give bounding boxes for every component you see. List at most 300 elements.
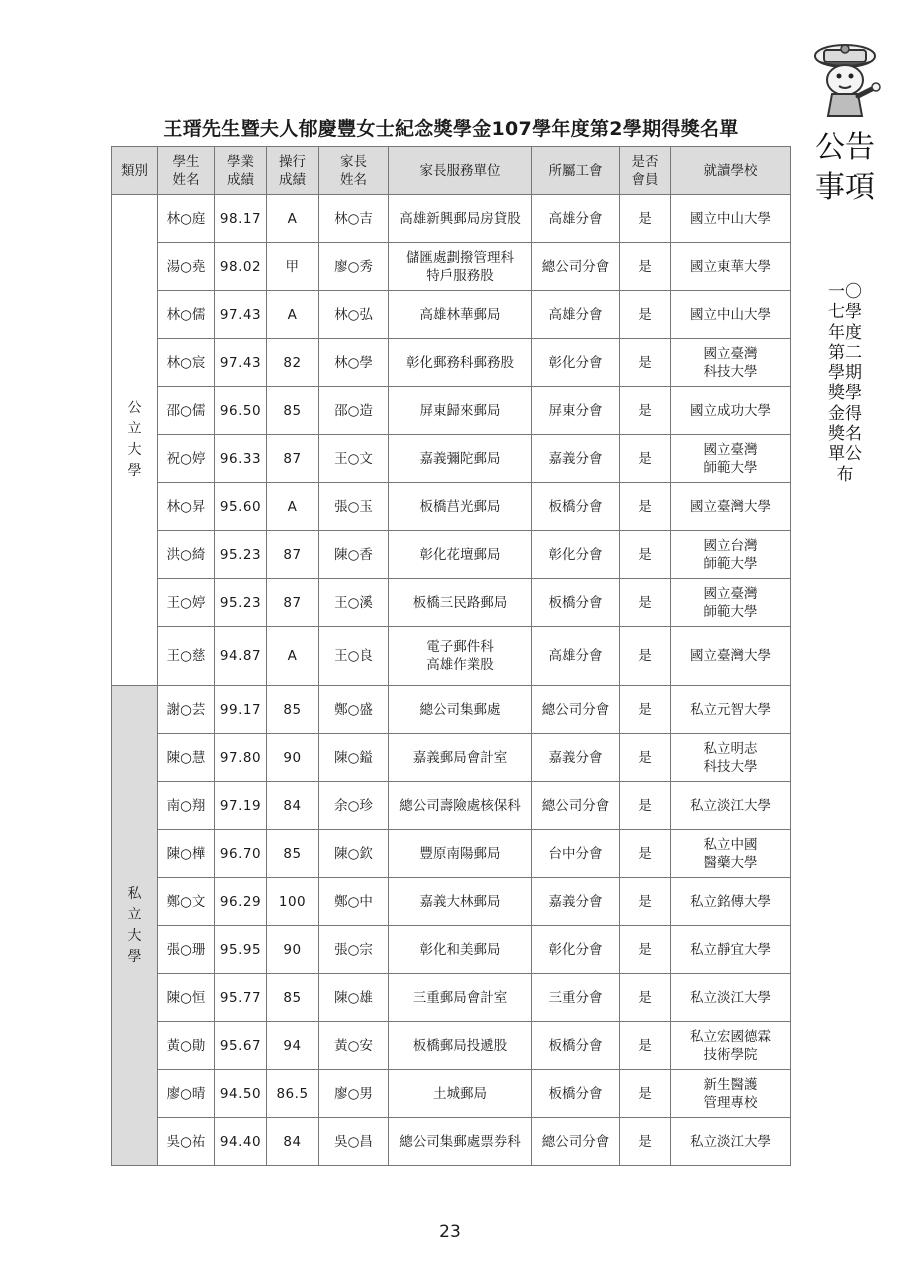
parent-cell (319, 483, 389, 531)
school-value: 國立臺灣 師範大學 (703, 585, 758, 620)
member-cell (620, 1022, 671, 1070)
table-row (112, 531, 791, 579)
parent-value: 林○弘 (334, 306, 373, 323)
category-label: 公 立 大 學 (127, 400, 142, 479)
unit-value: 總公司集郵處 (419, 701, 501, 718)
student-cell (158, 926, 215, 974)
parent-value: 林○吉 (334, 210, 373, 227)
school-cell (671, 830, 791, 878)
parent-cell (319, 878, 389, 926)
table-row (112, 1118, 791, 1166)
unit-cell (389, 830, 532, 878)
grade-value: 97.19 (219, 797, 262, 814)
branch-cell (532, 243, 620, 291)
member-cell (620, 734, 671, 782)
table-row (112, 926, 791, 974)
unit-cell (389, 734, 532, 782)
student-cell (158, 483, 215, 531)
unit-cell (389, 926, 532, 974)
conduct-cell (267, 686, 319, 734)
school-value: 私立宏國德霖 技術學院 (690, 1028, 771, 1063)
member-value: 是 (638, 258, 652, 275)
unit-cell (389, 435, 532, 483)
branch-cell (532, 878, 620, 926)
grade-cell (215, 1118, 267, 1166)
parent-value: 林○學 (334, 354, 373, 371)
conduct-value: 90 (283, 749, 302, 766)
parent-cell (319, 627, 389, 686)
student-cell (158, 435, 215, 483)
header-unit: 家長服務單位 (389, 147, 532, 195)
grade-cell (215, 1070, 267, 1118)
unit-cell (389, 243, 532, 291)
parent-value: 余○珍 (334, 797, 373, 814)
grade-value: 95.77 (219, 989, 262, 1006)
parent-cell (319, 734, 389, 782)
member-cell (620, 782, 671, 830)
grade-value: 96.29 (219, 893, 262, 910)
branch-value: 嘉義分會 (548, 749, 603, 766)
unit-cell (389, 1070, 532, 1118)
branch-cell (532, 435, 620, 483)
conduct-cell (267, 734, 319, 782)
school-value: 國立臺灣 師範大學 (703, 441, 758, 476)
conduct-value: 85 (283, 402, 302, 419)
parent-value: 王○文 (334, 450, 373, 467)
grade-cell (215, 339, 267, 387)
member-value: 是 (638, 498, 652, 515)
member-value: 是 (638, 450, 652, 467)
student-value: 王○婷 (166, 594, 206, 611)
grade-cell (215, 291, 267, 339)
conduct-value: 82 (283, 354, 302, 371)
branch-cell (532, 734, 620, 782)
parent-cell (319, 243, 389, 291)
member-cell (620, 627, 671, 686)
table-row (112, 339, 791, 387)
unit-value: 高雄林華郵局 (419, 306, 501, 323)
unit-value: 高雄新興郵局房貸股 (399, 210, 521, 227)
conduct-cell (267, 435, 319, 483)
member-value: 是 (638, 354, 652, 371)
member-cell (620, 435, 671, 483)
header-branch: 所屬工會 (532, 147, 620, 195)
unit-cell (389, 878, 532, 926)
conduct-value: 87 (283, 546, 302, 563)
branch-value: 總公司分會 (541, 258, 610, 275)
grade-value: 95.60 (219, 498, 262, 515)
police-mascot-icon (800, 30, 890, 120)
member-value: 是 (638, 797, 652, 814)
branch-cell (532, 830, 620, 878)
conduct-value: 87 (283, 450, 302, 467)
school-cell (671, 686, 791, 734)
student-cell (158, 782, 215, 830)
parent-value: 張○宗 (334, 941, 373, 958)
branch-cell (532, 926, 620, 974)
table-row (112, 878, 791, 926)
conduct-cell (267, 1022, 319, 1070)
parent-cell (319, 974, 389, 1022)
member-cell (620, 483, 671, 531)
branch-value: 三重分會 (548, 989, 603, 1006)
member-value: 是 (638, 546, 652, 563)
branch-value: 台中分會 (548, 845, 603, 862)
table-row (112, 195, 791, 243)
school-cell (671, 435, 791, 483)
grade-value: 98.17 (219, 210, 262, 227)
parent-cell (319, 1118, 389, 1166)
grade-cell (215, 627, 267, 686)
unit-cell (389, 339, 532, 387)
conduct-cell (267, 782, 319, 830)
member-value: 是 (638, 749, 652, 766)
grade-cell (215, 435, 267, 483)
branch-value: 板橋分會 (548, 1037, 603, 1054)
grade-cell (215, 387, 267, 435)
member-cell (620, 339, 671, 387)
side-subtitle: 一〇七學年度第二學期獎學金得獎名單公布 (828, 282, 862, 485)
conduct-cell (267, 387, 319, 435)
branch-cell (532, 1070, 620, 1118)
student-cell (158, 1022, 215, 1070)
member-value: 是 (638, 1133, 652, 1150)
branch-cell (532, 195, 620, 243)
unit-value: 板橋莒光郵局 (419, 498, 501, 515)
parent-value: 陳○雄 (334, 989, 373, 1006)
branch-value: 板橋分會 (548, 1085, 603, 1102)
member-value: 是 (638, 701, 652, 718)
school-cell (671, 878, 791, 926)
student-cell (158, 291, 215, 339)
parent-cell (319, 579, 389, 627)
student-cell (158, 579, 215, 627)
grade-value: 99.17 (219, 701, 262, 718)
branch-value: 總公司分會 (541, 797, 610, 814)
member-cell (620, 1118, 671, 1166)
parent-cell (319, 686, 389, 734)
conduct-cell (267, 579, 319, 627)
student-cell (158, 627, 215, 686)
school-cell (671, 483, 791, 531)
student-cell (158, 339, 215, 387)
member-cell (620, 243, 671, 291)
table-row (112, 1070, 791, 1118)
member-cell (620, 1070, 671, 1118)
unit-cell (389, 387, 532, 435)
grade-cell (215, 483, 267, 531)
student-cell (158, 878, 215, 926)
conduct-cell (267, 926, 319, 974)
school-cell (671, 243, 791, 291)
grade-cell (215, 1022, 267, 1070)
conduct-value: 87 (283, 594, 302, 611)
header-student (158, 147, 215, 195)
table-row (112, 627, 791, 686)
member-cell (620, 531, 671, 579)
branch-cell (532, 579, 620, 627)
unit-value: 嘉義彌陀郵局 (419, 450, 501, 467)
header-student-label: 學生 姓名 (172, 153, 200, 188)
document-title: 王瑨先生暨夫人郁慶豐女士紀念獎學金107學年度第2學期得獎名單 (163, 118, 739, 140)
grade-value: 96.70 (219, 845, 262, 862)
member-cell (620, 387, 671, 435)
branch-cell (532, 387, 620, 435)
school-cell (671, 531, 791, 579)
unit-value: 總公司壽險處核保科 (399, 797, 521, 814)
school-value: 私立淡江大學 (690, 1133, 771, 1150)
branch-cell (532, 531, 620, 579)
student-value: 吳○祐 (166, 1133, 206, 1150)
parent-value: 廖○男 (334, 1085, 373, 1102)
conduct-value: A (287, 210, 298, 227)
conduct-cell (267, 627, 319, 686)
member-cell (620, 830, 671, 878)
member-value: 是 (638, 594, 652, 611)
unit-cell (389, 627, 532, 686)
school-value: 國立臺灣大學 (690, 648, 771, 664)
member-value: 是 (638, 210, 652, 227)
student-value: 鄭○文 (166, 893, 206, 910)
member-cell (620, 291, 671, 339)
student-value: 祝○婷 (166, 450, 206, 467)
school-value: 私立靜宜大學 (690, 941, 771, 958)
unit-value: 電子郵件科 高雄作業股 (426, 639, 494, 673)
grade-cell (215, 830, 267, 878)
branch-cell (532, 483, 620, 531)
grade-cell (215, 195, 267, 243)
branch-cell (532, 782, 620, 830)
header-conduct (267, 147, 319, 195)
grade-value: 95.95 (219, 941, 262, 958)
parent-value: 邵○造 (334, 402, 373, 419)
branch-cell (532, 974, 620, 1022)
branch-value: 高雄分會 (548, 210, 603, 227)
parent-value: 陳○香 (334, 546, 373, 563)
table-row (112, 435, 791, 483)
parent-cell (319, 1022, 389, 1070)
grade-value: 94.50 (219, 1085, 262, 1102)
header-member-label: 是否 會員 (631, 153, 659, 188)
conduct-cell (267, 1070, 319, 1118)
grade-cell (215, 926, 267, 974)
school-cell (671, 926, 791, 974)
student-cell (158, 974, 215, 1022)
school-cell (671, 1070, 791, 1118)
school-value: 私立中國 醫藥大學 (703, 836, 758, 871)
school-value: 國立東華大學 (690, 258, 771, 275)
branch-cell (532, 339, 620, 387)
table-row (112, 782, 791, 830)
student-cell (158, 1118, 215, 1166)
student-value: 謝○芸 (166, 701, 206, 718)
grade-cell (215, 686, 267, 734)
grade-value: 97.43 (219, 354, 262, 371)
branch-value: 高雄分會 (548, 306, 603, 323)
school-value: 私立淡江大學 (690, 989, 771, 1006)
student-cell (158, 830, 215, 878)
unit-cell (389, 531, 532, 579)
parent-cell (319, 291, 389, 339)
conduct-value: 90 (283, 941, 302, 958)
school-value: 新生醫護 管理專校 (703, 1076, 758, 1111)
conduct-cell (267, 243, 319, 291)
header-grade (215, 147, 267, 195)
student-value: 張○珊 (166, 941, 206, 958)
school-value: 國立中山大學 (690, 210, 771, 227)
header-school: 就讀學校 (671, 147, 791, 195)
parent-cell (319, 339, 389, 387)
parent-value: 黃○安 (334, 1037, 373, 1054)
page-number: 23 (439, 1222, 461, 1242)
member-value: 是 (638, 941, 652, 958)
parent-cell (319, 926, 389, 974)
category-cell (112, 195, 158, 686)
awards-table (111, 146, 791, 1166)
conduct-value: 100 (278, 893, 307, 910)
unit-value: 嘉義大林郵局 (419, 893, 501, 910)
conduct-value: 85 (283, 989, 302, 1006)
parent-cell (319, 387, 389, 435)
conduct-cell (267, 339, 319, 387)
header-parent (319, 147, 389, 195)
branch-value: 彰化分會 (548, 354, 603, 371)
side-title: 公告事項 (815, 130, 875, 205)
branch-cell (532, 627, 620, 686)
member-value: 是 (638, 893, 652, 910)
conduct-cell (267, 195, 319, 243)
branch-value: 屏東分會 (548, 402, 603, 419)
grade-value: 95.67 (219, 1037, 262, 1054)
branch-value: 嘉義分會 (548, 893, 603, 910)
student-value: 林○昇 (166, 498, 206, 515)
unit-value: 板橋郵局投遞股 (412, 1037, 508, 1054)
student-cell (158, 195, 215, 243)
grade-cell (215, 579, 267, 627)
branch-value: 總公司分會 (541, 701, 610, 718)
unit-value: 板橋三民路郵局 (412, 594, 508, 611)
conduct-cell (267, 830, 319, 878)
parent-cell (319, 782, 389, 830)
header-category: 類別 (112, 147, 158, 195)
school-value: 私立銘傳大學 (690, 893, 771, 910)
school-cell (671, 1118, 791, 1166)
student-value: 林○儒 (166, 306, 206, 323)
school-value: 國立成功大學 (690, 402, 771, 419)
branch-value: 彰化分會 (548, 546, 603, 563)
unit-cell (389, 291, 532, 339)
member-cell (620, 974, 671, 1022)
private-university-group (112, 686, 791, 1166)
conduct-cell (267, 483, 319, 531)
student-cell (158, 531, 215, 579)
member-cell (620, 926, 671, 974)
grade-value: 98.02 (219, 258, 262, 275)
student-value: 陳○慧 (166, 749, 206, 766)
school-cell (671, 1022, 791, 1070)
table-row (112, 483, 791, 531)
table-row (112, 579, 791, 627)
conduct-value: A (287, 306, 298, 323)
parent-value: 王○溪 (334, 594, 373, 611)
unit-value: 彰化郵務科郵務股 (406, 354, 514, 371)
student-value: 湯○堯 (166, 258, 206, 275)
grade-cell (215, 734, 267, 782)
conduct-value: A (287, 648, 298, 664)
parent-value: 鄭○盛 (334, 701, 373, 718)
unit-value: 彰化和美郵局 (419, 941, 501, 958)
grade-value: 94.87 (219, 648, 262, 664)
parent-cell (319, 830, 389, 878)
member-cell (620, 686, 671, 734)
category-label: 私 立 大 學 (127, 885, 142, 965)
student-cell (158, 686, 215, 734)
member-cell (620, 579, 671, 627)
grade-value: 96.50 (219, 402, 262, 419)
grade-value: 95.23 (219, 546, 262, 563)
grade-value: 94.40 (219, 1133, 262, 1150)
unit-value: 三重郵局會計室 (412, 989, 508, 1006)
unit-cell (389, 686, 532, 734)
branch-cell (532, 686, 620, 734)
unit-value: 彰化花壇郵局 (419, 546, 501, 563)
student-value: 陳○樺 (166, 845, 206, 862)
table-row (112, 830, 791, 878)
school-cell (671, 291, 791, 339)
parent-cell (319, 531, 389, 579)
member-value: 是 (638, 306, 652, 323)
grade-cell (215, 974, 267, 1022)
student-value: 王○慈 (166, 648, 206, 664)
school-cell (671, 627, 791, 686)
unit-value: 嘉義郵局會計室 (412, 749, 508, 766)
student-value: 廖○晴 (166, 1085, 206, 1102)
member-value: 是 (638, 989, 652, 1006)
branch-value: 總公司分會 (541, 1133, 610, 1150)
school-cell (671, 974, 791, 1022)
student-cell (158, 1070, 215, 1118)
unit-cell (389, 1022, 532, 1070)
unit-value: 豐原南陽郵局 (419, 845, 501, 862)
parent-cell (319, 195, 389, 243)
conduct-value: A (287, 498, 298, 515)
school-value: 國立中山大學 (690, 306, 771, 323)
unit-cell (389, 782, 532, 830)
table-row (112, 734, 791, 782)
member-value: 是 (638, 648, 652, 664)
table-row (112, 291, 791, 339)
parent-value: 廖○秀 (334, 258, 373, 275)
parent-value: 鄭○中 (334, 893, 373, 910)
unit-value: 屏東歸來郵局 (419, 402, 501, 419)
conduct-value: 84 (283, 1133, 302, 1150)
unit-cell (389, 483, 532, 531)
conduct-cell (267, 878, 319, 926)
member-cell (620, 878, 671, 926)
member-value: 是 (638, 1085, 652, 1102)
student-value: 洪○綺 (166, 546, 206, 563)
conduct-value: 85 (283, 701, 302, 718)
school-value: 國立台灣 師範大學 (703, 537, 758, 572)
school-cell (671, 579, 791, 627)
branch-value: 嘉義分會 (548, 450, 603, 467)
member-value: 是 (638, 402, 652, 419)
branch-cell (532, 291, 620, 339)
grade-value: 97.80 (219, 749, 262, 766)
student-value: 林○庭 (166, 210, 206, 227)
school-cell (671, 782, 791, 830)
conduct-value: 84 (283, 797, 302, 814)
